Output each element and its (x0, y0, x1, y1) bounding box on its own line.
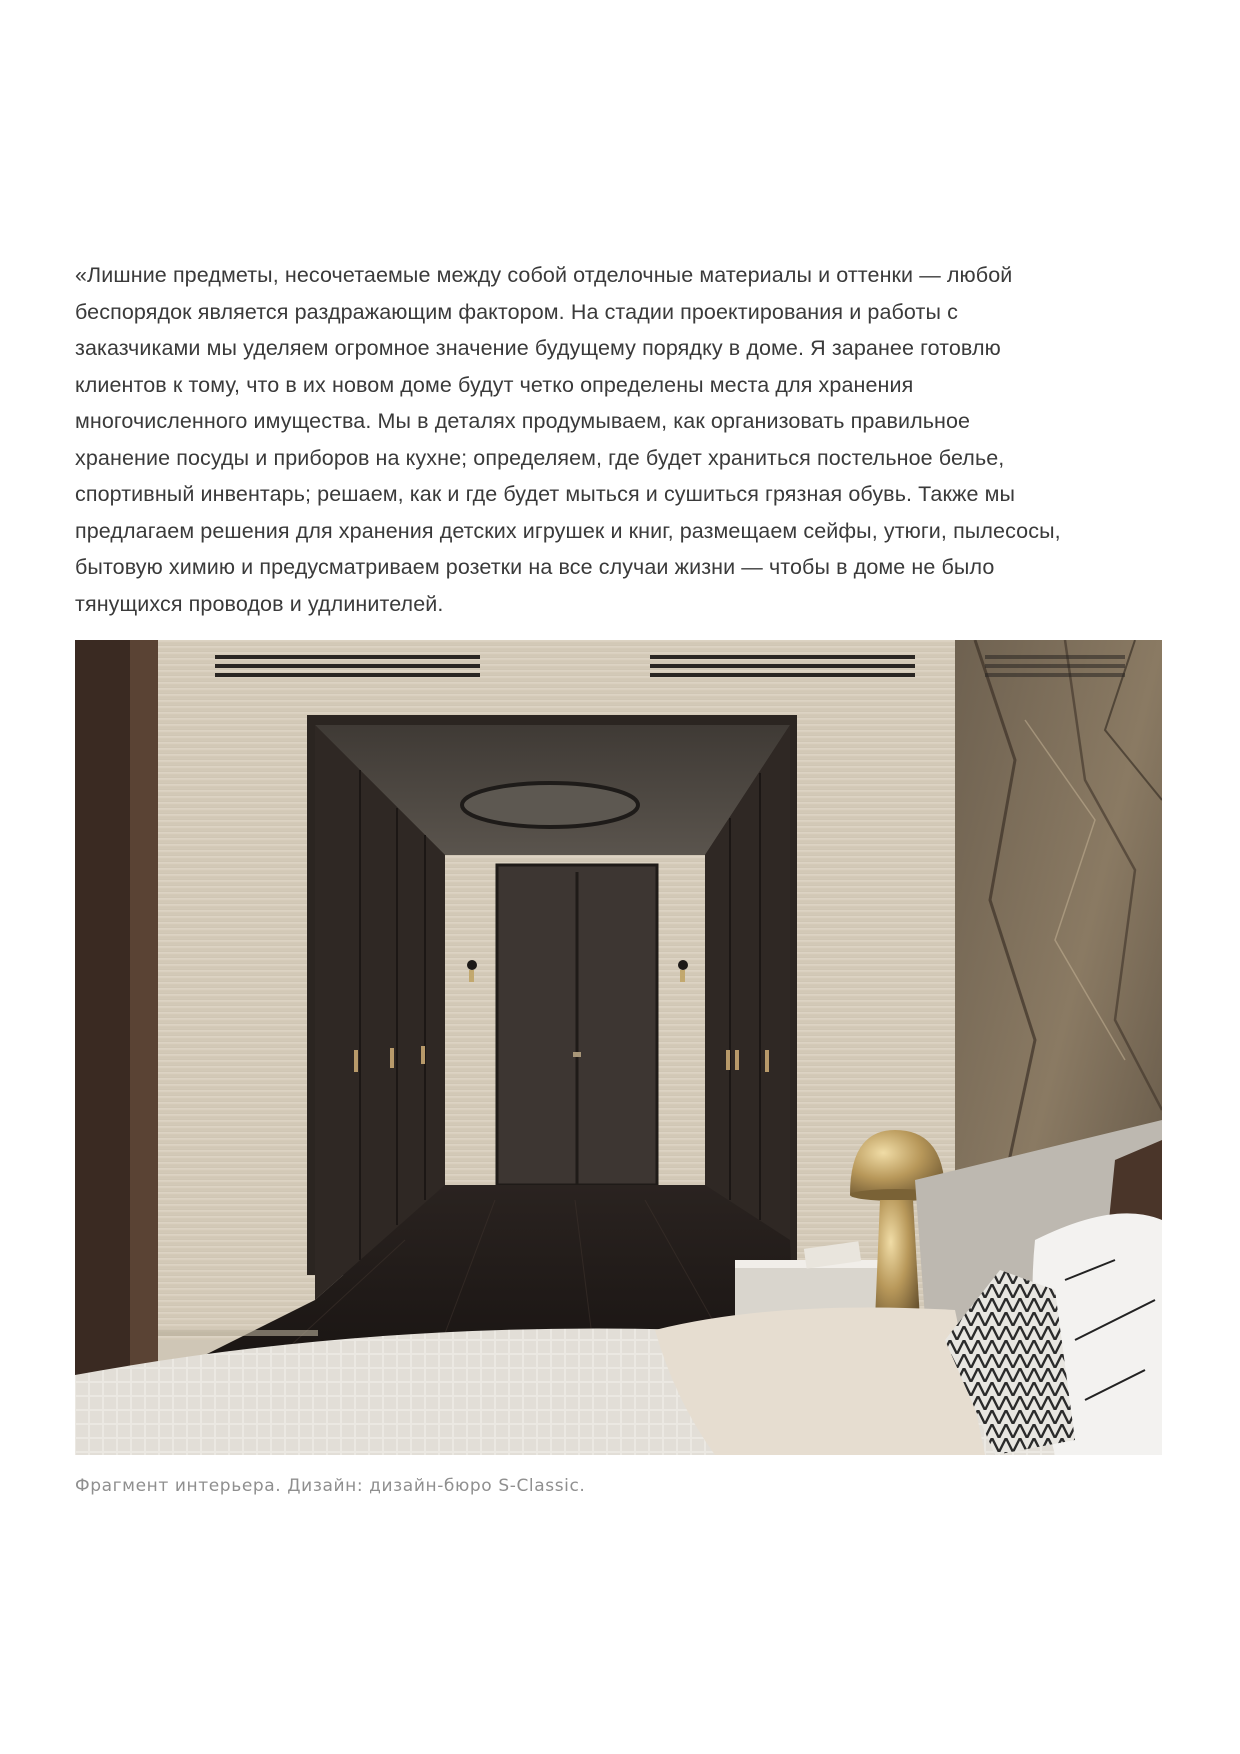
quote-line: бытовую химию и предусматриваем розетки на все случаи жизни — чтобы в доме не было (75, 555, 995, 579)
bed-runner (655, 1308, 985, 1456)
interior-photo (75, 640, 1162, 1455)
wardrobe-handle (726, 1050, 730, 1070)
ceiling-light (462, 783, 638, 827)
quote-paragraph (75, 257, 1165, 622)
article-body (75, 257, 1165, 622)
quote-line: клиентов к тому, что в их новом доме будут четко определены места для хранения (75, 372, 914, 397)
interior-photo-illustration (75, 640, 1162, 1455)
quote-line: тянущихся проводов и удлинителей. (75, 591, 444, 616)
quote-line: спортивный инвентарь; решаем, как и где будет мыться и сушиться грязная обувь. Также мы (75, 482, 1016, 506)
quote-line: предлагаем решения для хранения детских игрушек и книг, размещаем сейфы, утюги, пылесосы, (75, 518, 1061, 543)
wardrobe-handle (735, 1050, 739, 1070)
quote-line: «Лишние предметы, несочетаемые между собой отделочные материалы и оттенки — любой (75, 263, 1013, 287)
wardrobe-handle (354, 1050, 358, 1072)
wardrobe-handle (421, 1046, 425, 1064)
quote-line: заказчиками мы уделяем огромное значение будущему порядку в доме. Я заранее готовлю (75, 336, 1001, 360)
photo-caption: Фрагмент интерьера. Дизайн: дизайн-бюро S-Classic. (75, 1476, 586, 1496)
vent-grille-left (215, 655, 480, 677)
quote-line: беспорядок является раздражающим фактором. На стадии проектирования и работы с (75, 299, 958, 324)
quote-line: хранение посуды и приборов на кухне; определяем, где будет храниться постельное белье, (75, 445, 1005, 470)
quote-line: многочисленного имущества. Мы в деталях продумываем, как организовать правильное (75, 409, 971, 433)
wardrobe-handle (765, 1050, 769, 1072)
vent-grille-right (650, 655, 915, 677)
wardrobe-handle (390, 1048, 394, 1068)
left-wood-panel (75, 640, 130, 1455)
